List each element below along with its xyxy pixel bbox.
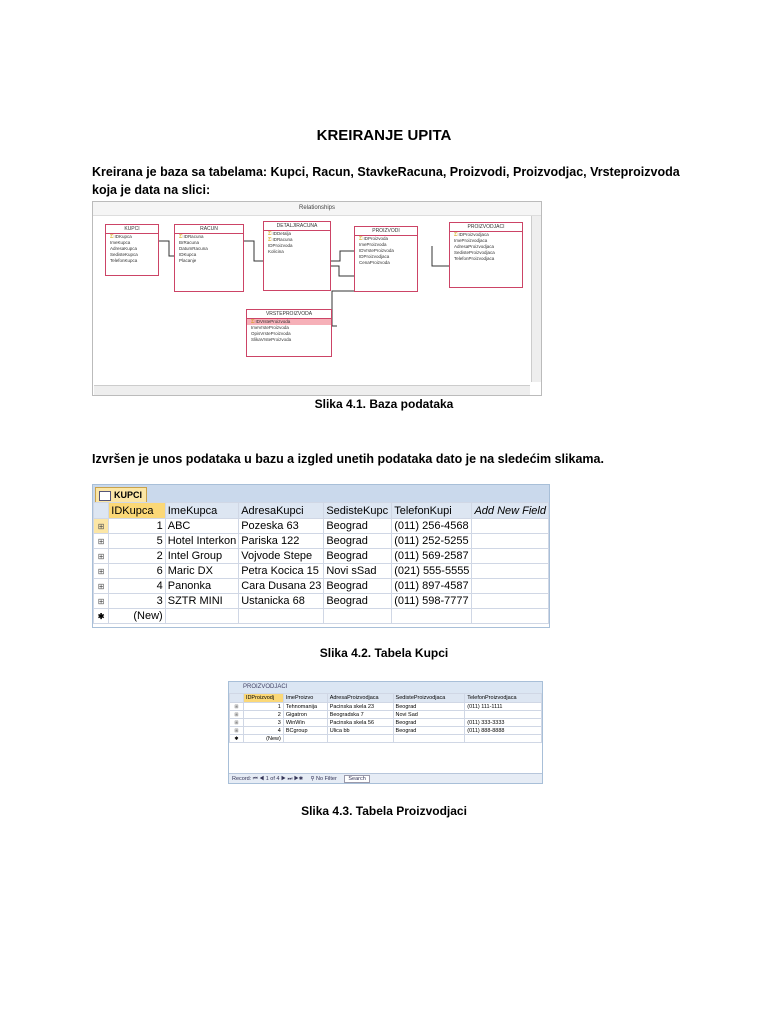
new-record-row[interactable]: ✱ (New) — [94, 609, 549, 624]
record-label: Record: — [232, 776, 252, 782]
table-row[interactable]: ⊞ 4 BCgroup Ulica bb Beograd (011) 888-8888 — [230, 727, 542, 735]
record-position[interactable]: 1 of 4 — [265, 776, 280, 782]
filter-icon: ⚲ — [310, 776, 315, 782]
column-header[interactable]: SedisteProizvodjaca — [393, 694, 465, 703]
table-proizvodi[interactable]: PROIZVODI ⚿ IDProizvoda ImeProizvoda IDVrsteProizvoda IDProizvodjaca CenaProizvoda — [354, 226, 418, 292]
relationships-window — [92, 201, 542, 396]
caption-figure-3: Slika 4.3. Tabela Proizvodjaci — [301, 804, 467, 818]
table-row[interactable]: ⊞ 2 Gigatron Beogradska 7 Novi Sad — [230, 711, 542, 719]
column-header[interactable]: IDProizvodj — [243, 694, 283, 703]
expand-icon[interactable]: ⊞ — [94, 564, 109, 579]
table-detaljiracuna[interactable]: DETALJIRACUNA ⚿ IDDetalja ⚿ IDRacuna IDProizvoda Kolicina — [263, 221, 331, 291]
expand-icon[interactable]: ⊞ — [94, 534, 109, 549]
column-header[interactable]: IDKupca — [109, 503, 165, 519]
table-row[interactable]: ⊞ 5 Hotel Interkon Pariska 122 Beograd (011) 252-5255 — [94, 534, 549, 549]
table-racun[interactable]: RACUN ⚿ IDRacuna BrRacuna DatumRacuna IDKupca Placanje — [174, 224, 244, 292]
table-vrsteproizvoda[interactable]: VRSTEPROIZVODA ⚿ IDVrsteProizvoda ImeVrsteProizvoda OpisVrsteProizvoda SlikaVrsteProizvoda — [246, 309, 332, 357]
caption-figure-2: Slika 4.2. Tabela Kupci — [319, 646, 449, 660]
select-all-cell[interactable] — [94, 503, 109, 519]
expand-icon[interactable]: ⊞ — [94, 579, 109, 594]
expand-icon[interactable]: ⊞ — [94, 594, 109, 609]
table-kupci[interactable]: KUPCI ⚿ IDKupca ImeKupca AdresaKupca SedisteKupca TelefonKupca — [105, 224, 159, 276]
column-header[interactable]: TelefonKupi — [392, 503, 472, 519]
no-filter-button[interactable]: No Filter — [316, 776, 337, 782]
column-header[interactable]: AdresaKupci — [239, 503, 324, 519]
table-row[interactable]: ⊞ 1 Tehnomanija Pacinska skela 23 Beograd (011) 111-1111 — [230, 703, 542, 711]
first-record-icon[interactable]: ⏮ ◀ — [252, 776, 266, 782]
expand-icon[interactable]: ⊞ — [94, 519, 109, 534]
column-header[interactable]: AdresaProizvodjaca — [327, 694, 393, 703]
relationships-canvas — [94, 216, 530, 382]
new-record-row[interactable]: ✱ (New) — [230, 735, 542, 743]
record-navigation-bar — [229, 773, 542, 783]
relationships-titlebar: Relationships — [93, 202, 541, 216]
search-input[interactable]: Search — [344, 775, 369, 783]
vertical-scrollbar[interactable] — [531, 216, 541, 382]
table-row[interactable]: ⊞ 1 ABC Pozeska 63 Beograd (011) 256-4568 — [94, 519, 549, 534]
new-record-icon: ✱ — [230, 735, 244, 743]
table-proizvodjaci[interactable]: PROIZVODJACI ⚿ IDProizvodjaca ImeProizvodjaca AdresaProizvodjaca SedisteProizvodjaca TelefonProizvodjaca — [449, 222, 523, 288]
expand-icon[interactable]: ⊞ — [94, 549, 109, 564]
kupci-tabstrip — [93, 485, 549, 502]
data-entry-paragraph: Izvršen je unos podataka u bazu a izgled unetih podataka dato je na sledećim slikama. — [92, 452, 604, 466]
page-title: KREIRANJE UPITA — [316, 127, 452, 144]
table-row[interactable]: ⊞ 3 WinWin Pacinska skela 56 Beograd (011) 333-3333 — [230, 719, 542, 727]
proizvodjaci-grid — [229, 693, 542, 743]
expand-icon[interactable]: ⊞ — [230, 719, 244, 727]
add-new-field-header[interactable]: Add New Field — [472, 503, 549, 519]
expand-icon[interactable]: ⊞ — [230, 727, 244, 735]
caption-figure-1: Slika 4.1. Baza podataka — [314, 397, 454, 411]
new-record-icon: ✱ — [94, 609, 109, 624]
column-header[interactable]: ImeKupca — [165, 503, 238, 519]
tab-proizvodjaci[interactable]: PROIZVODJACI — [229, 682, 542, 693]
table-row[interactable]: ⊞ 4 Panonka Cara Dusana 23 Beograd (011) 897-4587 — [94, 579, 549, 594]
kupci-datasheet — [92, 484, 550, 628]
expand-icon[interactable]: ⊞ — [230, 703, 244, 711]
table-row[interactable]: ⊞ 2 Intel Group Vojvode Stepe Beograd (011) 569-2587 — [94, 549, 549, 564]
intro-paragraph: Kreirana je baza sa tabelama: Kupci, Racun, StavkeRacuna, Proizvodi, Proizvodjac, Vrsteproizvoda koja je data na slici: — [92, 165, 680, 197]
column-header[interactable]: ImeProizvo — [283, 694, 327, 703]
horizontal-scrollbar[interactable] — [94, 385, 530, 395]
column-header[interactable]: SedisteKupc — [324, 503, 392, 519]
select-all-cell[interactable] — [230, 694, 244, 703]
tab-kupci[interactable]: KUPCI — [95, 487, 147, 503]
column-header[interactable]: TelefonProizvodjaca — [465, 694, 542, 703]
table-row[interactable]: ⊞ 6 Maric DX Petra Kocica 15 Novi sSad (021) 555-5555 — [94, 564, 549, 579]
table-icon — [99, 491, 111, 501]
proizvodjaci-datasheet — [228, 681, 543, 784]
expand-icon[interactable]: ⊞ — [230, 711, 244, 719]
next-record-icon[interactable]: ▶ ⏭ ▶✱ — [281, 776, 305, 782]
kupci-grid — [93, 502, 549, 624]
table-row[interactable]: ⊞ 3 SZTR MINI Ustanicka 68 Beograd (011) 598-7777 — [94, 594, 549, 609]
